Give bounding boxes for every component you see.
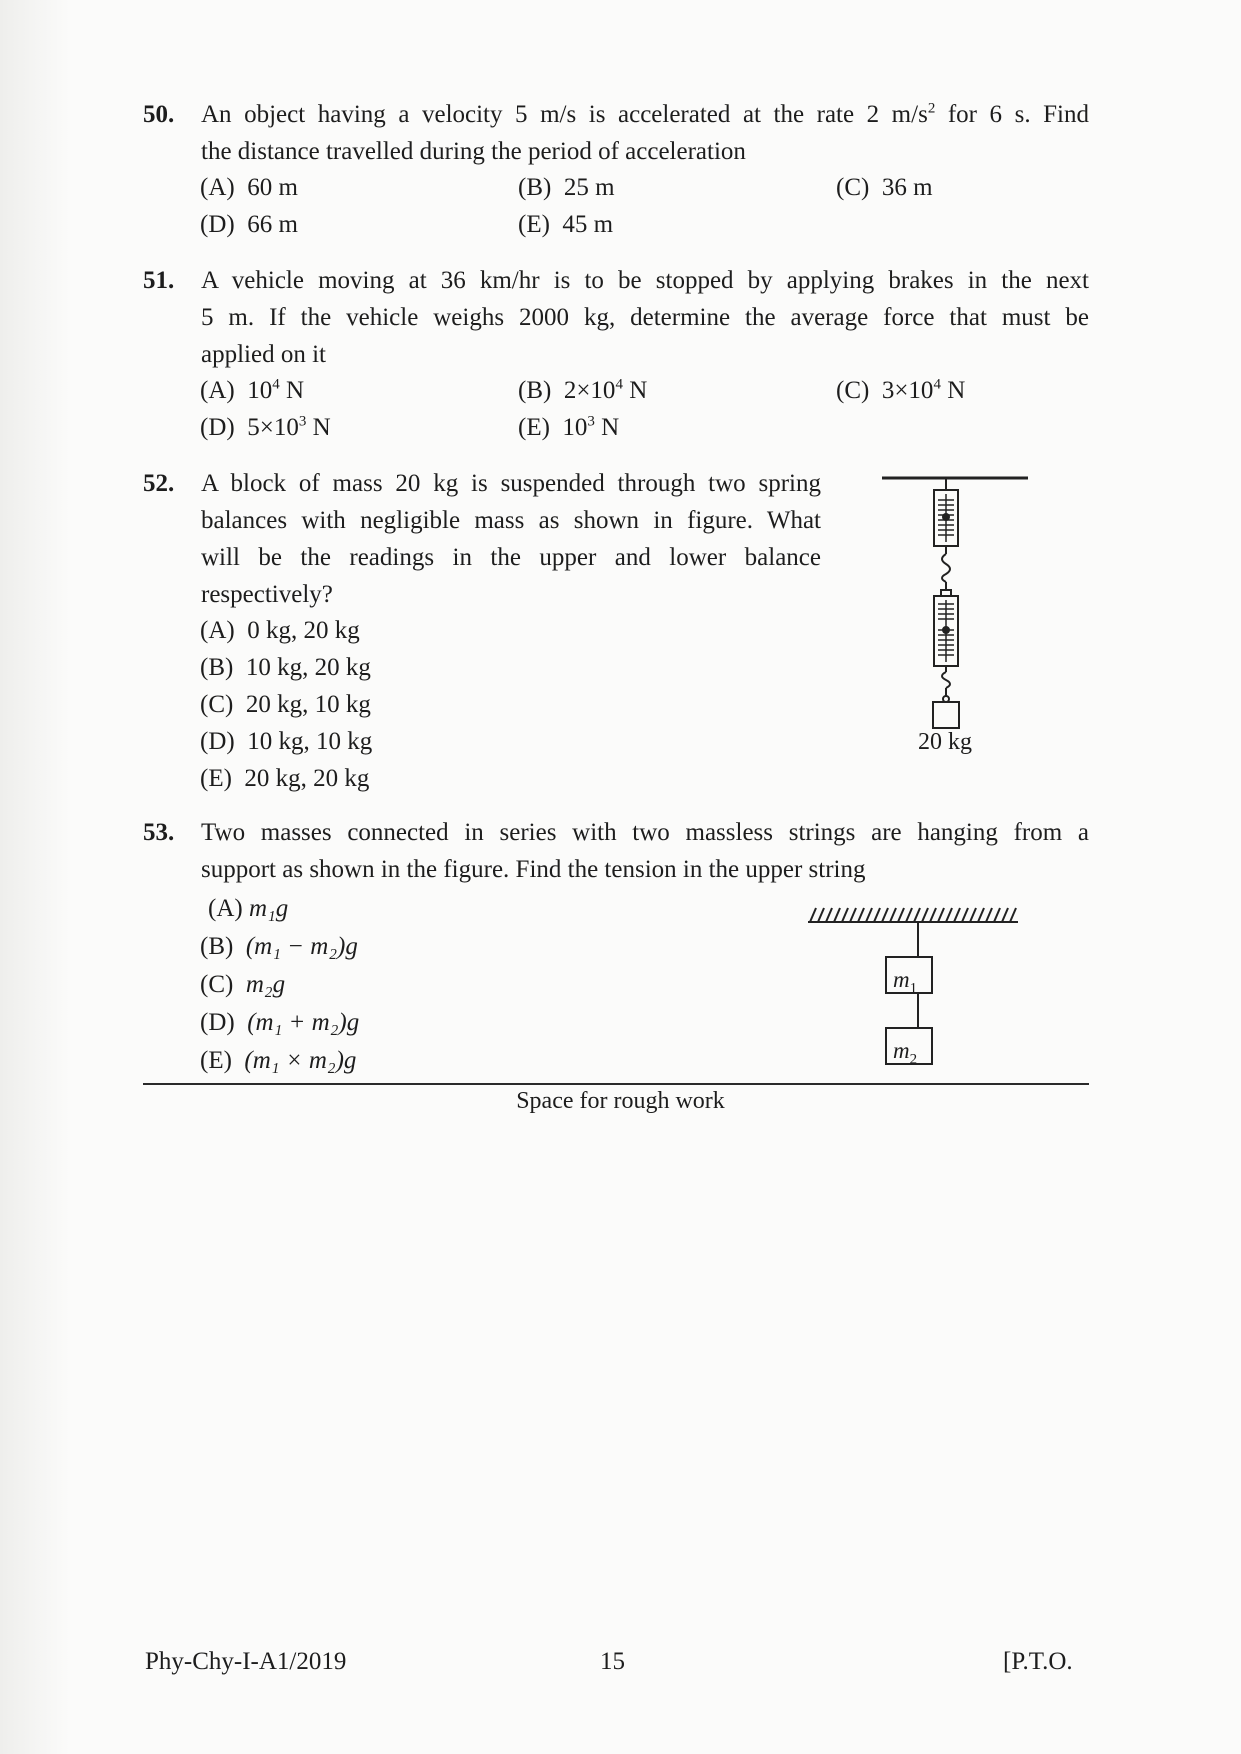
option-c: (C) 36 m xyxy=(836,174,933,201)
option-c: (C) $3\times 10^4$ N xyxy=(836,376,966,404)
option-e: (E) 45 m xyxy=(518,211,614,238)
option-c: (C) m₂g xyxy=(200,971,286,998)
paper-code: Phy-Chy-I-A1/2019 xyxy=(145,1648,347,1675)
option-a: (A) 60 m xyxy=(200,174,298,201)
option-e: (E) 20 kg, 20 kg xyxy=(200,765,370,792)
question-text-line: support as shown in the figure. Find the tension in the upper string xyxy=(201,856,866,883)
question-text-line: 5 m. If the vehicle weighs 2000 kg, determine the average force that must be xyxy=(201,304,1089,331)
question-text-line: the distance travelled during the period of acceleration xyxy=(201,138,746,165)
divider-line xyxy=(143,1083,1089,1085)
question-number: 50. xyxy=(143,101,175,128)
question-text-line: applied on it xyxy=(201,341,326,368)
scan-shadow xyxy=(0,0,70,1754)
option-d: (D) 10 kg, 10 kg xyxy=(200,728,373,755)
question-text-line: A vehicle moving at 36 km/hr is to be stopped by applying brakes in the next xyxy=(201,267,1089,294)
question-text-line: respectively? xyxy=(201,581,333,608)
option-d: (D) 66 m xyxy=(200,211,298,238)
figure-label: 20 kg xyxy=(918,729,972,755)
question-number: 53. xyxy=(143,819,175,846)
option-a: (A) $10^4$ N xyxy=(200,376,305,404)
question-text-line: will be the readings in the upper and lower balance xyxy=(201,544,821,571)
rough-work-label: Space for rough work xyxy=(516,1088,725,1114)
option-b: (B) 10 kg, 20 kg xyxy=(200,654,371,681)
question-number: 52. xyxy=(143,470,175,497)
option-d: (D) (m₁ + m₂)g xyxy=(200,1009,360,1036)
question-text-line: balances with negligible mass as shown in figure. What xyxy=(201,507,821,534)
mass-label-m2: $m_2$ xyxy=(893,1038,918,1068)
option-e: (E) (m₁ × m₂)g xyxy=(200,1047,357,1074)
question-number: 51. xyxy=(143,267,175,294)
page-number: 15 xyxy=(600,1648,625,1675)
question-text-line: A block of mass 20 kg is suspended through two spring xyxy=(201,470,821,497)
question-text-line: Two masses connected in series with two massless strings are hanging from a xyxy=(201,819,1089,846)
option-d: (D) $5\times 10^3$ N xyxy=(200,413,331,441)
question-text-line: An object having a velocity 5 m/s is accelerated at the rate 2 $m/s^2$ for 6 s. Find xyxy=(201,100,1089,128)
mass-label-m1: $m_1$ xyxy=(893,967,918,997)
pto-label: [P.T.O. xyxy=(1003,1648,1073,1675)
option-b: (B) (m₁ − m₂)g xyxy=(200,933,358,960)
option-b: (B) $2\times 10^4$ N xyxy=(518,376,648,404)
option-a: (A) 0 kg, 20 kg xyxy=(200,617,360,644)
option-c: (C) 20 kg, 10 kg xyxy=(200,691,371,718)
option-b: (B) 25 m xyxy=(518,174,615,201)
option-e: (E) $10^3$ N xyxy=(518,413,620,441)
spring-balance-figure xyxy=(870,470,1030,760)
option-a: (A) m₁g xyxy=(208,895,289,922)
